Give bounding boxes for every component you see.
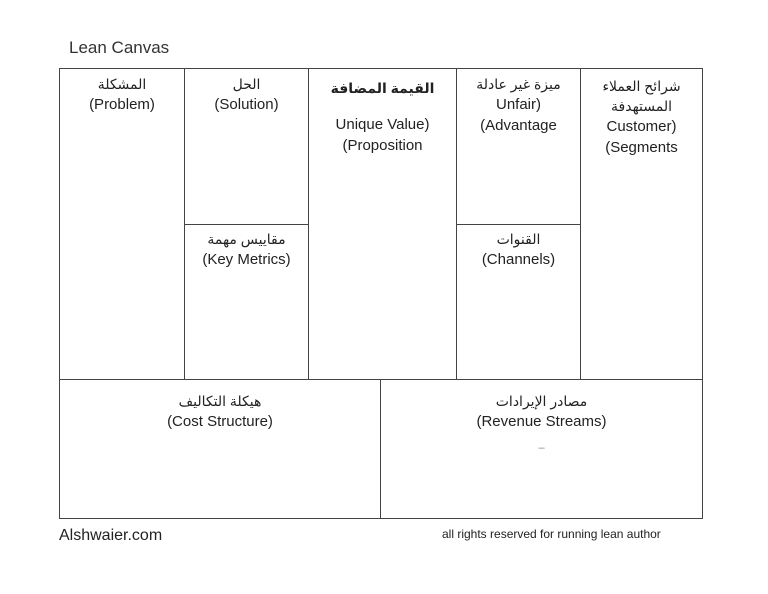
page-title: Lean Canvas [69, 38, 170, 57]
unfair-advantage-arabic: ميزة غير عادلة [476, 76, 561, 92]
revenue-streams-arabic: مصادر الإيرادات [495, 393, 588, 409]
solution-english: (Solution) [214, 96, 279, 113]
canvas-border-left [59, 68, 60, 519]
cell-unique-value [309, 78, 456, 156]
divider-h-advantage [456, 224, 581, 225]
key-metrics-arabic: مقاييس مهمة [207, 231, 286, 247]
key-metrics-english: (Key Metrics) [202, 251, 291, 268]
cell-unfair-advantage [457, 74, 580, 136]
cell-key-metrics [185, 229, 308, 270]
unique-value-english-line2: (Proposition [342, 137, 423, 154]
revenue-streams-english: (Revenue Streams) [476, 413, 607, 430]
cell-revenue-streams [381, 391, 702, 459]
cell-solution [185, 74, 308, 115]
customer-segments-arabic-line1: شرائح العملاء [602, 78, 681, 94]
canvas-border-right [702, 68, 703, 519]
customer-segments-arabic-line2: المستهدفة [611, 98, 672, 114]
channels-arabic: القنوات [496, 231, 541, 247]
problem-arabic: المشكلة [97, 76, 147, 92]
cell-cost-structure [60, 391, 380, 432]
solution-arabic: الحل [232, 76, 261, 92]
canvas-border-bottom [59, 518, 703, 519]
channels-english: (Channels) [481, 251, 556, 268]
unfair-advantage-english-line2: (Advantage [480, 117, 557, 134]
cell-channels [457, 229, 580, 270]
footer-rights: all rights reserved for running lean author [442, 527, 661, 541]
unique-value-arabic: القيمة المضافة [330, 80, 435, 96]
footer-site: Alshwaier.com [59, 527, 163, 544]
revenue-streams-extra: – [538, 442, 545, 454]
customer-segments-english-line1: Customer) [606, 118, 677, 135]
cell-customer-segments [581, 76, 702, 158]
divider-h-solution [184, 224, 309, 225]
cell-problem [60, 74, 184, 115]
problem-english: (Problem) [89, 96, 155, 113]
canvas-border-top [59, 68, 703, 69]
divider-h-main [59, 379, 703, 380]
unfair-advantage-english-line1: Unfair) [495, 96, 541, 113]
customer-segments-english-line2: (Segments [605, 139, 678, 156]
unique-value-english-line1: Unique Value) [335, 116, 430, 133]
cost-structure-arabic: هيكلة التكاليف [178, 393, 262, 409]
cost-structure-english: (Cost Structure) [167, 413, 273, 430]
